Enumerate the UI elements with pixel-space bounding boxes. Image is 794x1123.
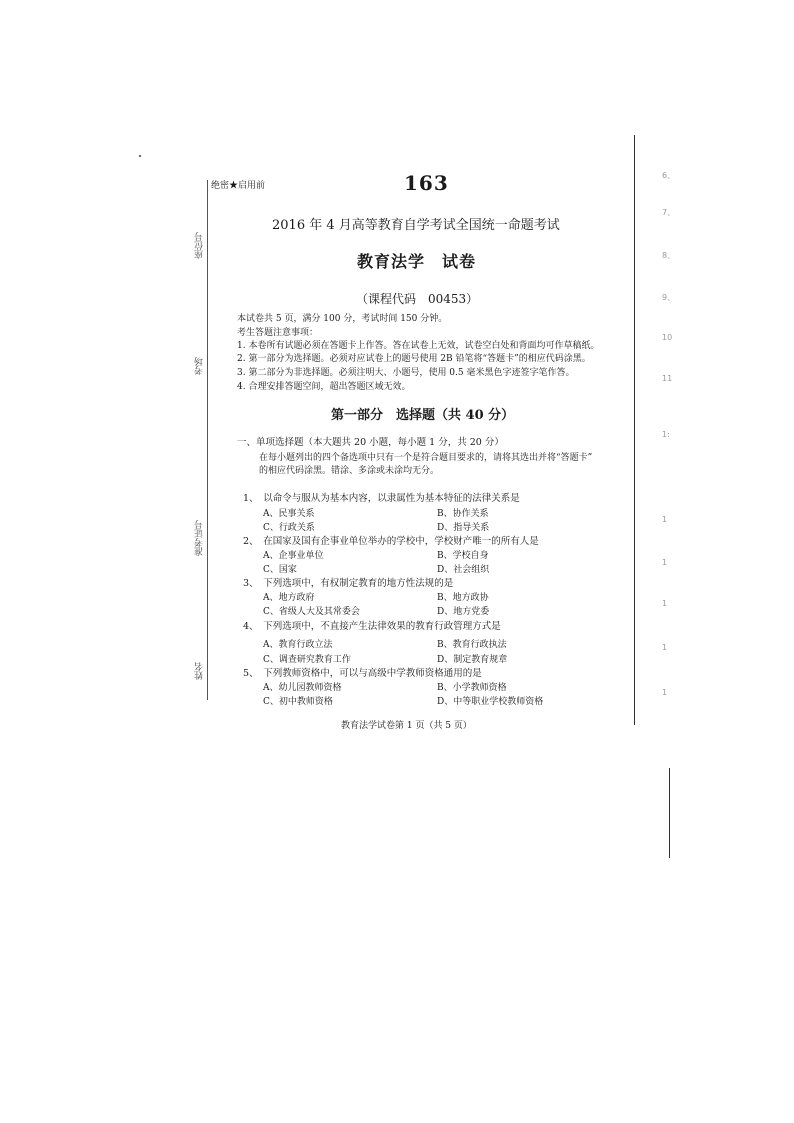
strip-num-5: 10 bbox=[662, 333, 673, 342]
question-4-option-a: A、教育行政立法 bbox=[263, 640, 333, 650]
binding-line bbox=[207, 180, 208, 700]
name-label: 姓名 bbox=[195, 662, 205, 680]
strip-num-6: 11 bbox=[662, 374, 673, 383]
question-2-option-b: B、学校自身 bbox=[437, 551, 489, 561]
strip-num-2: 7、 bbox=[662, 208, 676, 217]
question-4-stem: 4、 下列选项中，不直接产生法律效果的教育行政管理方式是 bbox=[243, 621, 501, 632]
strip-num-1: 6、 bbox=[662, 171, 676, 180]
intro-text: 本试卷共 5 页，满分 100 分，考试时间 150 分钟。 bbox=[237, 314, 448, 324]
strip-num-8: 1 bbox=[662, 515, 668, 524]
question-3-option-d: D、地方党委 bbox=[437, 607, 490, 617]
note-2: 2. 第一部分为选择题。必须对应试卷上的题号使用 2B 铅笔将“答题卡”的相应代码涂黑。 bbox=[237, 354, 591, 364]
question-5-option-b: B、小学教师资格 bbox=[437, 683, 507, 693]
strip-num-10: 1 bbox=[662, 599, 668, 608]
paper-number: 163 bbox=[404, 171, 449, 195]
section-title: 第一部分 选择题（共 40 分） bbox=[331, 408, 515, 423]
notes-title: 考生答题注意事项： bbox=[237, 328, 319, 338]
room-label: 考场 bbox=[195, 357, 205, 375]
question-1-option-d: D、指导关系 bbox=[437, 523, 490, 533]
question-4-option-d: D、制定教育规章 bbox=[437, 655, 508, 665]
question-1-option-c: C、行政关系 bbox=[263, 523, 315, 533]
question-3-option-b: B、地方政协 bbox=[437, 593, 489, 603]
scan-edge-mark bbox=[669, 768, 670, 858]
part-desc-2: 的相应代码涂黑。错涂、多涂或未涂均无分。 bbox=[259, 466, 440, 476]
question-5-option-d: D、中等职业学校教师资格 bbox=[437, 697, 544, 707]
question-5-stem: 5、 下列教师资格中，可以与高级中学教师资格通用的是 bbox=[243, 668, 482, 679]
part-heading: 一、单项选择题（本大题共 20 小题，每小题 1 分，共 20 分） bbox=[237, 437, 504, 448]
note-1: 1. 本卷所有试题必须在答题卡上作答。答在试卷上无效，试卷空白处和背面均可作草稿纸。 bbox=[237, 341, 600, 351]
question-3-option-c: C、省级人大及其常委会 bbox=[263, 607, 360, 617]
course-code: （课程代码 00453） bbox=[356, 292, 479, 306]
question-2-option-a: A、企事业单位 bbox=[263, 551, 324, 561]
question-2-option-c: C、国家 bbox=[263, 565, 297, 575]
question-2-option-d: D、社会组织 bbox=[437, 565, 490, 575]
question-4-option-c: C、调查研究教育工作 bbox=[263, 655, 351, 665]
strip-num-4: 9、 bbox=[662, 293, 676, 302]
strip-num-9: 1 bbox=[662, 558, 668, 567]
question-5-option-c: C、初中教师资格 bbox=[263, 697, 333, 707]
question-3-option-a: A、地方政府 bbox=[263, 593, 315, 603]
page-footer: 教育法学试卷第 1 页（共 5 页） bbox=[341, 721, 472, 731]
question-5-option-a: A、幼儿园教师资格 bbox=[263, 683, 342, 693]
note-4: 4. 合理安排答题空间，超出答题区域无效。 bbox=[237, 382, 411, 392]
question-2-stem: 2、 在国家及国有企事业单位举办的学校中，学校财产唯一的所有人是 bbox=[243, 536, 539, 547]
secret-mark: 绝密★启用前 bbox=[211, 181, 266, 191]
scan-speck bbox=[139, 155, 142, 158]
strip-num-7: 1: bbox=[662, 430, 670, 439]
part-desc-1: 在每小题列出的四个备选项中只有一个是符合题目要求的，请将其选出并将“答题卡” bbox=[259, 453, 593, 463]
question-1-stem: 1、 以命令与服从为基本内容，以隶属性为基本特征的法律关系是 bbox=[243, 493, 520, 504]
paper-title: 教育法学 试卷 bbox=[357, 252, 477, 271]
ticket-label: 准考证号 bbox=[195, 520, 205, 556]
exam-title: 2016 年 4 月高等教育自学考试全国统一命题考试 bbox=[272, 218, 560, 233]
question-4-option-b: B、教育行政执法 bbox=[437, 640, 507, 650]
strip-num-11: 1 bbox=[662, 643, 668, 652]
strip-num-12: 1 bbox=[662, 688, 668, 697]
question-3-stem: 3、 下列选项中，有权制定教育的地方性法规的是 bbox=[243, 578, 454, 589]
next-page-edge bbox=[634, 135, 635, 725]
strip-num-3: 8、 bbox=[662, 251, 676, 260]
question-1-option-b: B、协作关系 bbox=[437, 509, 489, 519]
note-3: 3. 第二部分为非选择题。必须注明大、小题号，使用 0.5 毫米黑色字迹签字笔作答。 bbox=[237, 368, 575, 378]
seat-label: 座位号 bbox=[195, 232, 205, 259]
question-1-option-a: A、民事关系 bbox=[263, 509, 315, 519]
